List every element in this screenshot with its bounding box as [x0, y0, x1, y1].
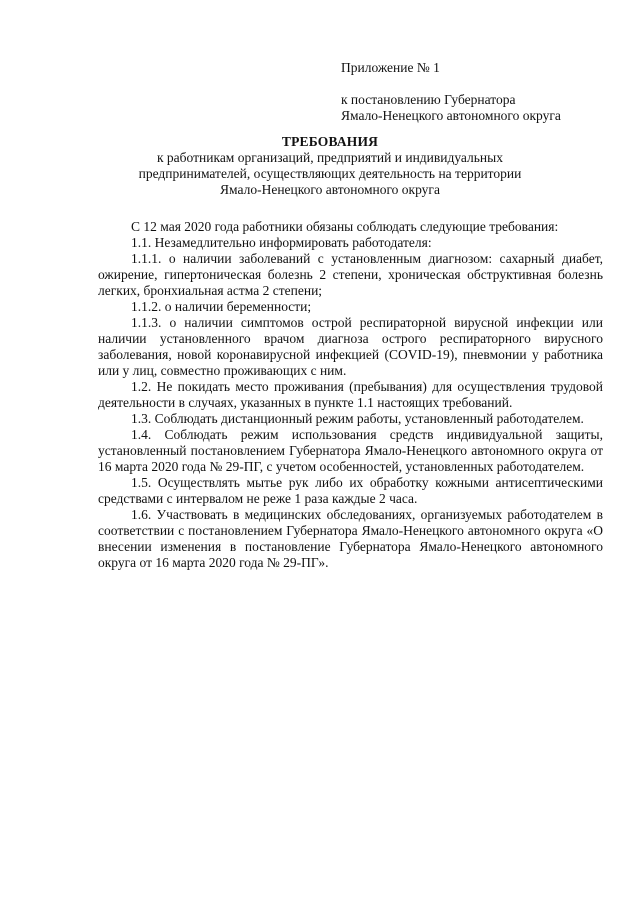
document-body	[98, 219, 603, 571]
paragraph-1-1: 1.1. Незамедлительно информировать работодателя:	[131, 235, 432, 250]
paragraph-1-6: 1.6. Участвовать в медицинских обследованиях, организуемых работодателем в соответствии с постановлением Губернатора Ямало-Ненецкого автономного округа «О внесении изменения в постановление Губернатора Ямало-Ненецкого автономного округа от 16 марта 2020 года № 29-ПГ».	[98, 507, 603, 570]
appendix-header	[341, 60, 561, 124]
document-heading	[110, 134, 550, 198]
paragraph-intro: С 12 мая 2020 года работники обязаны соблюдать следующие требования:	[131, 219, 559, 234]
paragraph-1-4: 1.4. Соблюдать режим использования средств индивидуальной защиты, установленный постановлением Губернатора Ямало-Ненецкого автономного округа от 16 марта 2020 года № 29-ПГ, с учетом особенностей, установленных работодателем.	[98, 427, 603, 474]
document-title: ТРЕБОВАНИЯ	[281, 134, 379, 149]
paragraph-1-5: 1.5. Осуществлять мытье рук либо их обработку кожными антисептическими средствами с интервалом не реже 1 раза каждые 2 часа.	[98, 475, 603, 506]
appendix-region: Ямало-Ненецкого автономного округа	[341, 108, 561, 123]
document-subtitle-line-1: к работникам организаций, предприятий и индивидуальных	[157, 150, 503, 165]
paragraph-1-2: 1.2. Не покидать место проживания (пребывания) для осуществления трудовой деятельности в случаях, указанных в пункте 1.1 настоящих требований.	[98, 379, 603, 410]
paragraph-1-1-1: 1.1.1. о наличии заболеваний с установленным диагнозом: сахарный диабет, ожирение, гипертоническая болезнь 2 степени, хроническая обструктивная болезнь легких, бронхиальная астма 2 степени;	[98, 251, 603, 298]
document-subtitle-line-3: Ямало-Ненецкого автономного округа	[220, 182, 440, 197]
appendix-decree-ref: к постановлению Губернатора	[341, 92, 516, 107]
paragraph-1-3: 1.3. Соблюдать дистанционный режим работы, установленный работодателем.	[131, 411, 584, 426]
document-subtitle-line-2: предпринимателей, осуществляющих деятельность на территории	[138, 166, 522, 181]
paragraph-1-1-2: 1.1.2. о наличии беременности;	[131, 299, 312, 314]
appendix-number: Приложение № 1	[341, 60, 440, 75]
paragraph-1-1-3: 1.1.3. о наличии симптомов острой респираторной вирусной инфекции или наличии установленного врачом диагноза острого респираторного вирусного заболевания, новой коронавирусной инфекцией (COVID-19), пневмонии у работника или у лиц, совместно проживающих с ним.	[98, 315, 603, 378]
